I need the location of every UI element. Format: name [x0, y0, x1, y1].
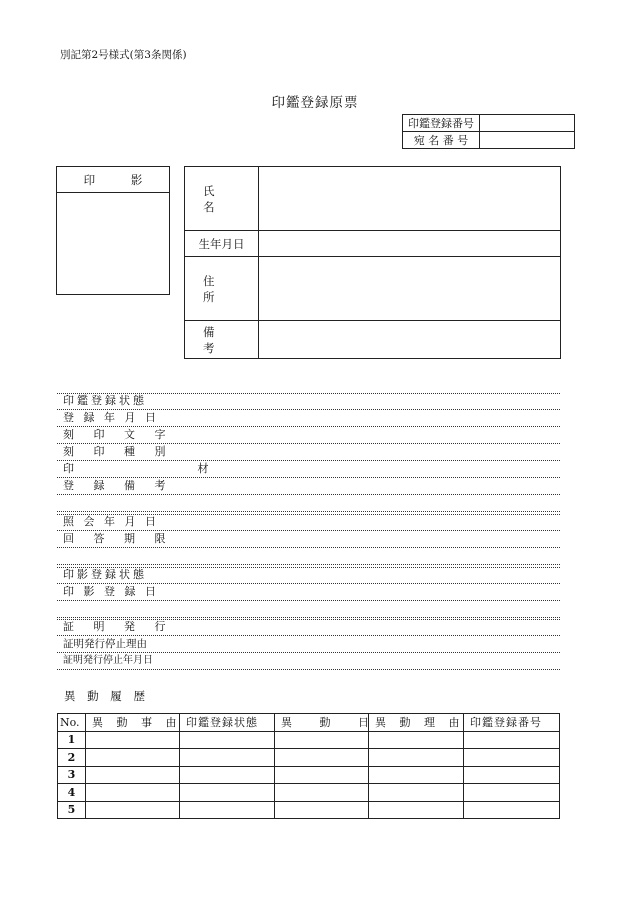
- field-row-blank[interactable]: [57, 548, 560, 565]
- info-row-remarks: [185, 321, 560, 358]
- history-header-date: 異 動 日: [275, 714, 369, 732]
- field-label: 印影登録状態: [63, 568, 147, 581]
- history-cell[interactable]: [86, 749, 180, 767]
- history-cell[interactable]: [275, 801, 369, 819]
- seal-impression-label: 印 影: [57, 167, 169, 193]
- field-row-blank[interactable]: [57, 495, 560, 512]
- history-row: [58, 784, 560, 802]
- field-row-registration-status[interactable]: [57, 393, 560, 410]
- info-label-remarks: 備 考: [185, 321, 259, 358]
- history-header-no: No.: [58, 714, 86, 732]
- history-cell[interactable]: [180, 731, 275, 749]
- field-label: 回 答 期 限: [63, 532, 174, 545]
- field-label: 印 影 登 録 日: [63, 585, 159, 598]
- history-row-number: 4: [58, 784, 86, 802]
- address-number-field[interactable]: [480, 132, 575, 149]
- history-cell[interactable]: [369, 749, 464, 767]
- field-label: 登 録 備 考: [63, 479, 174, 492]
- field-label: 登 録 年 月 日: [63, 411, 159, 424]
- field-row-seal-material[interactable]: [57, 461, 560, 478]
- history-cell[interactable]: [180, 801, 275, 819]
- name-field[interactable]: [259, 167, 560, 230]
- history-header-reason: 異 動 事 由: [86, 714, 180, 732]
- history-cell[interactable]: [464, 801, 560, 819]
- history-title: 異 動 履 歴: [64, 689, 149, 703]
- form-caption: 別記第2号様式(第3条関係): [60, 49, 187, 61]
- field-row-registration-remarks[interactable]: [57, 478, 560, 495]
- history-row: [58, 749, 560, 767]
- field-label: 証明発行停止理由: [63, 638, 147, 650]
- history-row: [58, 801, 560, 819]
- history-cell[interactable]: [86, 766, 180, 784]
- history-row-number: 5: [58, 801, 86, 819]
- history-cell[interactable]: [180, 784, 275, 802]
- field-label: 印鑑登録状態: [63, 394, 147, 407]
- registration-number-field[interactable]: [480, 115, 575, 132]
- registration-number-box: [402, 114, 575, 149]
- field-row-impression-status[interactable]: [57, 567, 560, 584]
- address-number-label: 宛 名 番 号: [403, 132, 480, 149]
- field-row-impression-date[interactable]: [57, 584, 560, 601]
- history-row-number: 3: [58, 766, 86, 784]
- history-cell[interactable]: [464, 749, 560, 767]
- history-cell[interactable]: [180, 749, 275, 767]
- registration-number-label: 印鑑登録番号: [403, 115, 480, 132]
- history-cell[interactable]: [86, 784, 180, 802]
- field-label: 証明発行停止年月日: [63, 655, 153, 666]
- history-row-number: 2: [58, 749, 86, 767]
- personal-info-table: [184, 166, 561, 359]
- field-row-suspension-reason[interactable]: [57, 636, 560, 653]
- info-row-name: [185, 167, 560, 231]
- history-cell[interactable]: [369, 731, 464, 749]
- field-row-engraving-type[interactable]: [57, 444, 560, 461]
- remarks-field[interactable]: [259, 321, 560, 358]
- history-cell[interactable]: [86, 801, 180, 819]
- field-row-blank[interactable]: [57, 601, 560, 618]
- field-row-suspension-date[interactable]: [57, 653, 560, 670]
- field-label: 刻 印 種 別: [63, 445, 174, 458]
- birthdate-field[interactable]: [259, 231, 560, 256]
- history-cell[interactable]: [369, 766, 464, 784]
- info-label-address: 住 所: [185, 257, 259, 320]
- address-field[interactable]: [259, 257, 560, 320]
- field-row-registration-date[interactable]: [57, 410, 560, 427]
- history-cell[interactable]: [464, 731, 560, 749]
- info-row-birthdate: [185, 231, 560, 257]
- history-header-reg-number: 印鑑登録番号: [464, 714, 560, 732]
- history-header-row: [58, 714, 560, 732]
- page-title: 印鑑登録原票: [271, 95, 359, 111]
- field-row-certificate-issue[interactable]: [57, 619, 560, 636]
- history-cell[interactable]: [369, 784, 464, 802]
- history-cell[interactable]: [180, 766, 275, 784]
- history-cell[interactable]: [464, 766, 560, 784]
- field-row-response-deadline[interactable]: [57, 531, 560, 548]
- field-row-inquiry-date[interactable]: [57, 514, 560, 531]
- info-label-birthdate: 生年月日: [185, 231, 259, 256]
- history-cell[interactable]: [275, 731, 369, 749]
- history-cell[interactable]: [275, 749, 369, 767]
- field-label: 印 材: [63, 462, 269, 475]
- history-cell[interactable]: [464, 784, 560, 802]
- field-label: 刻 印 文 字: [63, 428, 174, 441]
- history-row-number: 1: [58, 731, 86, 749]
- field-label: 照 会 年 月 日: [63, 515, 159, 528]
- info-row-address: [185, 257, 560, 321]
- history-cell[interactable]: [86, 731, 180, 749]
- history-header-status: 印鑑登録状態: [180, 714, 275, 732]
- address-number-row: [403, 132, 575, 149]
- history-cell[interactable]: [275, 784, 369, 802]
- history-table: [57, 713, 560, 819]
- history-row: [58, 766, 560, 784]
- history-header-change-reason: 異 動 理 由: [369, 714, 464, 732]
- seal-impression-box: [56, 166, 170, 295]
- history-row: [58, 731, 560, 749]
- history-cell[interactable]: [369, 801, 464, 819]
- seal-impression-area[interactable]: [57, 193, 169, 294]
- history-cell[interactable]: [275, 766, 369, 784]
- registration-number-row: [403, 115, 575, 132]
- field-label: 証 明 発 行: [63, 620, 174, 633]
- field-row-engraved-text[interactable]: [57, 427, 560, 444]
- info-label-name: 氏 名: [185, 167, 259, 230]
